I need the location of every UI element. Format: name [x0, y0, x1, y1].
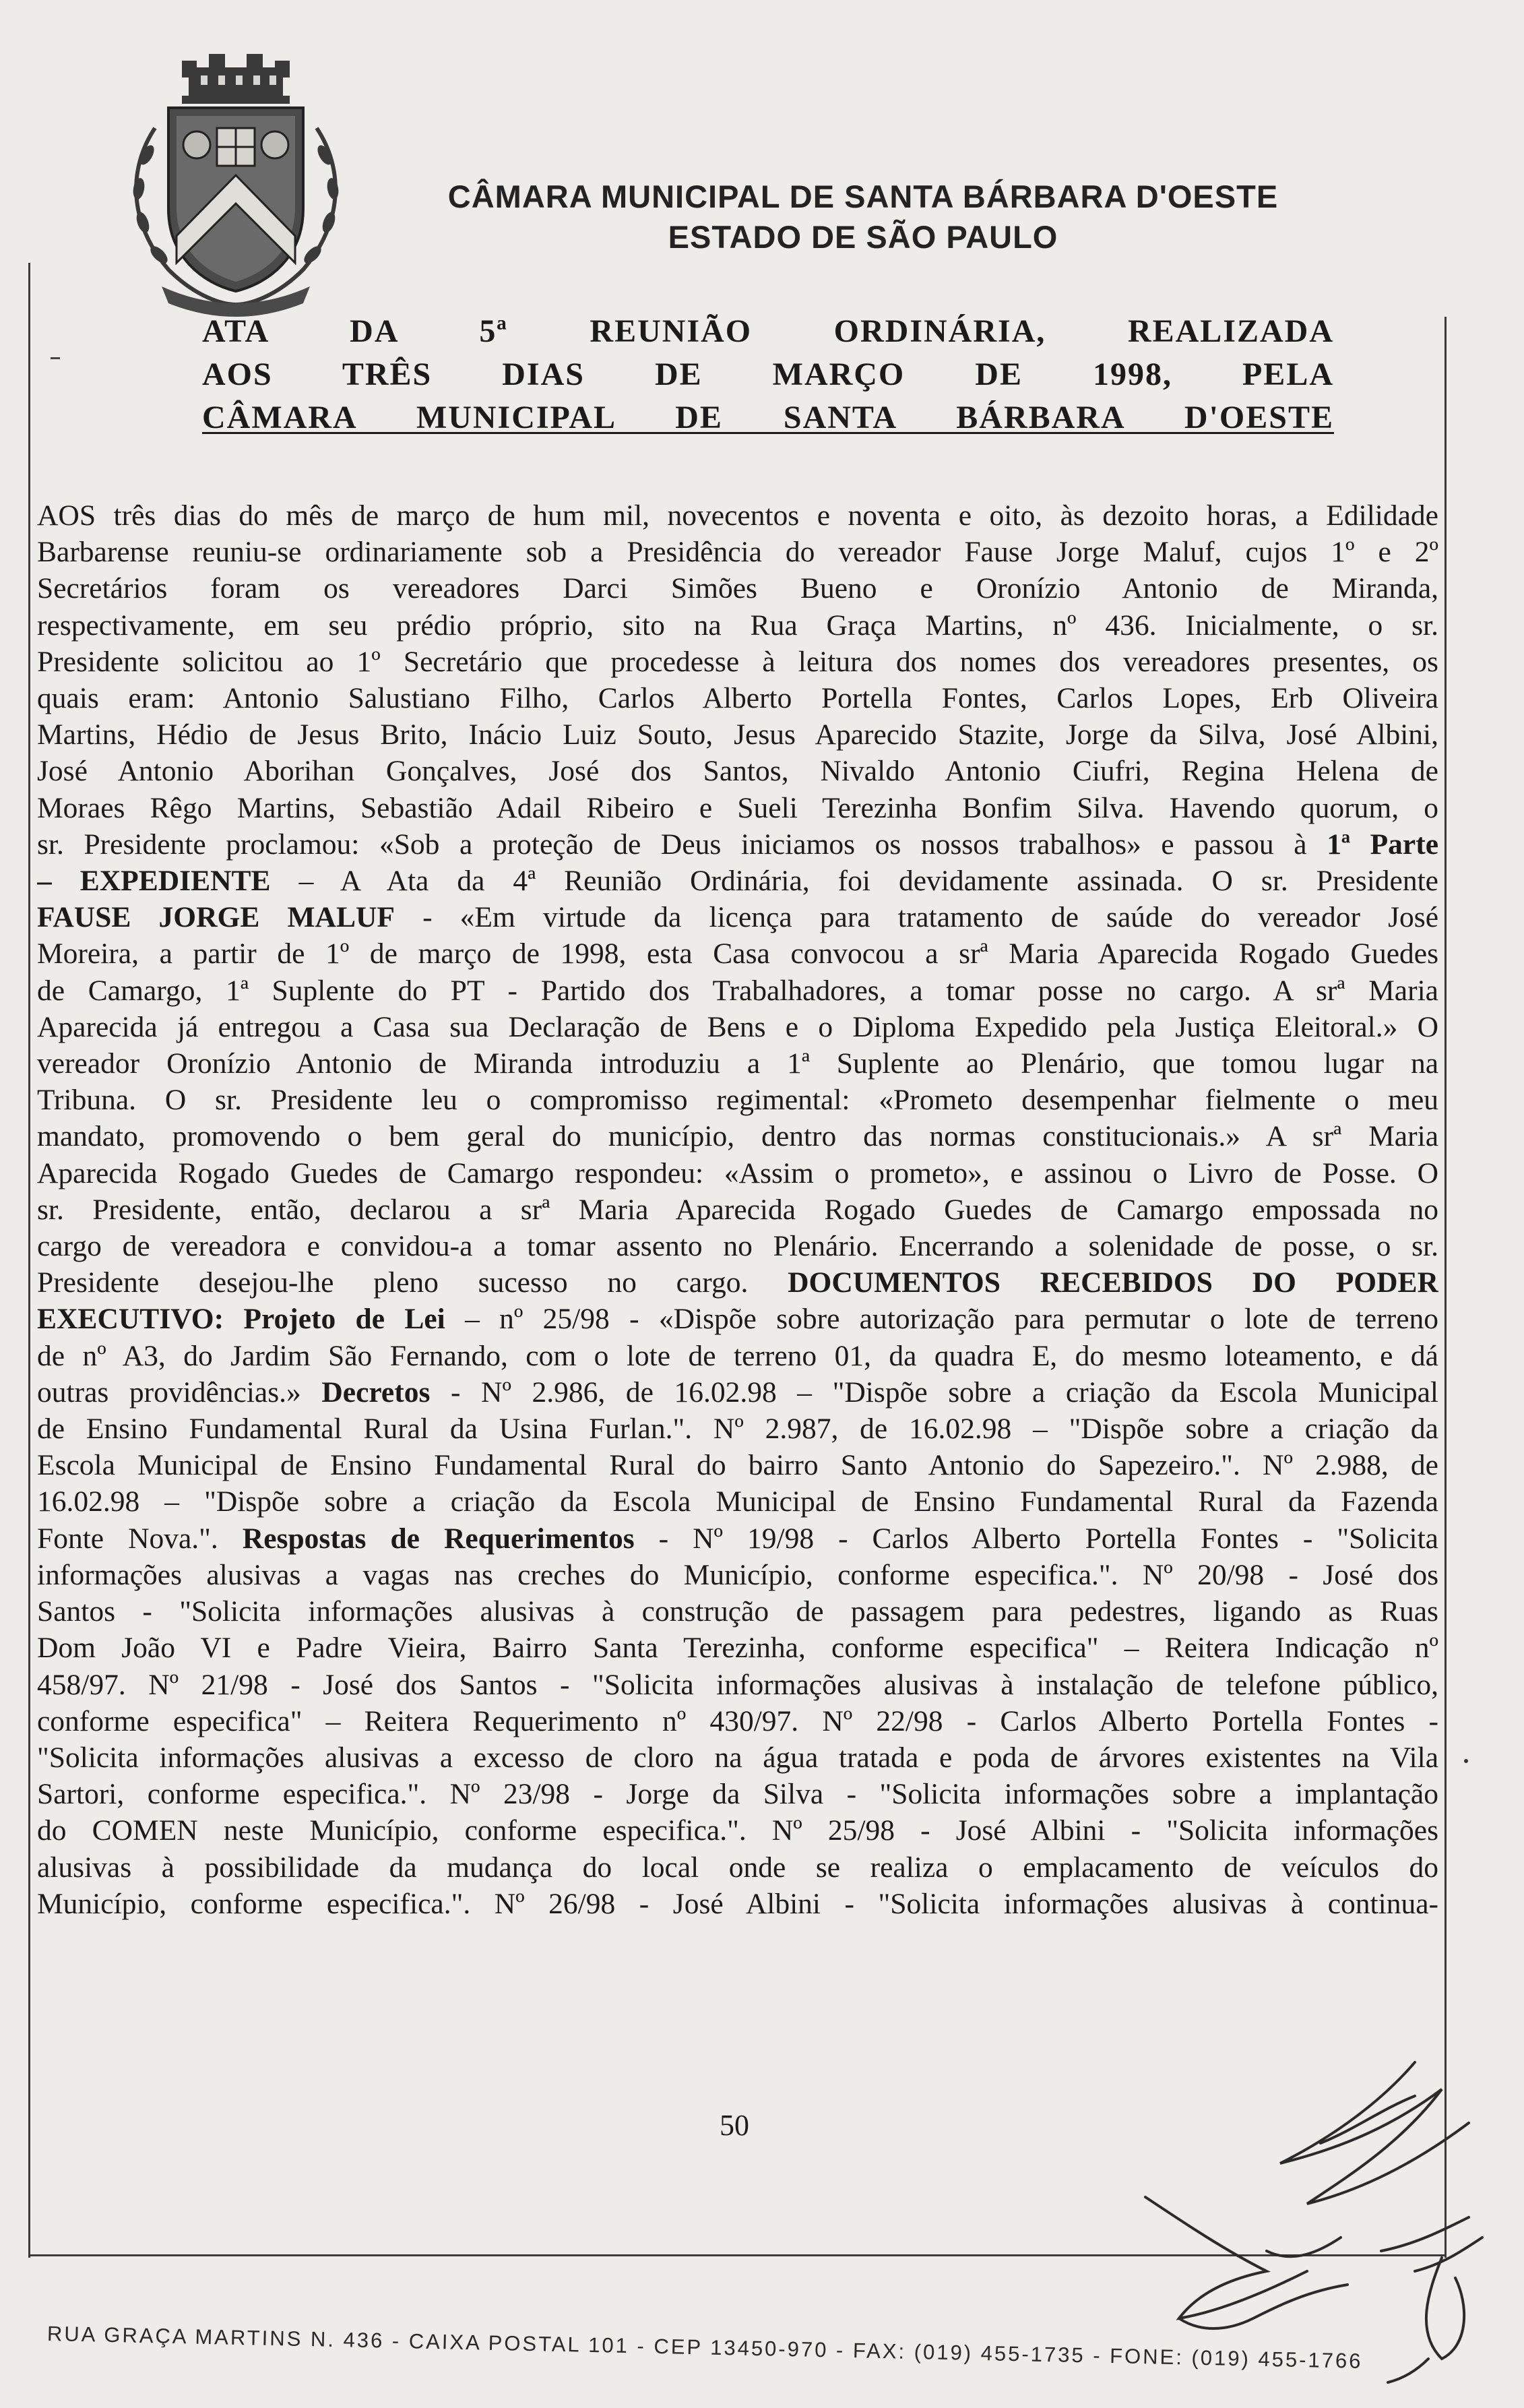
margin-dot — [1464, 1759, 1468, 1763]
body-line: Sartori, conforme especifica.". Nº 23/98 - Jorge da Silva - "Solicita informações sobre a implantação — [37, 1778, 1438, 1811]
body-line: Tribuna. O sr. Presidente leu o compromisso regimental: «Prometo desempenhar fielmente o meu — [37, 1084, 1438, 1117]
body-line: Presidente solicitou ao 1º Secretário que procedesse à leitura dos nomes dos vereadores presentes, os — [37, 645, 1438, 678]
body-line: de Camargo, 1ª Suplente do PT - Partido dos Trabalhadores, a tomar posse no cargo. A srª Maria — [37, 974, 1438, 1007]
body-line: 16.02.98 – "Dispõe sobre a criação da Escola Municipal de Ensino Fundamental Rural da Fazenda — [37, 1485, 1438, 1518]
body-line: Moreira, a partir de 1º de março de 1998, esta Casa convocou a srª Maria Aparecida Rogado Guedes — [37, 937, 1438, 970]
body-line: Martins, Hédio de Jesus Brito, Inácio Luiz Souto, Jesus Aparecido Stazite, Jorge da Silva, José Albini, — [37, 718, 1438, 751]
margin-mark — [51, 357, 60, 359]
body-line: Aparecida já entregou a Casa sua Declaração de Bens e o Diploma Expedido pela Justiça Eleitoral.» O — [37, 1010, 1438, 1043]
body-line: Dom João VI e Padre Vieira, Bairro Santa Terezinha, conforme especifica" – Reitera Indicação nº — [37, 1632, 1438, 1665]
body-line: FAUSE JORGE MALUF - «Em virtude da licença para tratamento de saúde do vereador José — [37, 901, 1438, 934]
body-line: alusivas à possibilidade da mudança do local onde se realiza o emplacamento de veículos do — [37, 1851, 1438, 1884]
handwritten-signatures-icon — [1065, 2049, 1496, 2386]
body-line: informações alusivas a vagas nas creches do Município, conforme especifica.". Nº 20/98 - José dos — [37, 1558, 1438, 1591]
body-line: respectivamente, em seu prédio próprio, sito na Rua Graça Martins, nº 436. Inicialmente, o sr. — [37, 609, 1438, 642]
body-line: sr. Presidente proclamou: «Sob a proteção de Deus iniciamos os nossos trabalhos» e passou à 1ª Parte — [37, 828, 1438, 861]
body-line: EXECUTIVO: Projeto de Lei – nº 25/98 - «Dispõe sobre autorização para permutar o lote de terreno — [37, 1303, 1438, 1336]
institution-header — [0, 177, 1524, 257]
body-line: do COMEN neste Município, conforme especifica.". Nº 25/98 - José Albini - "Solicita informações — [37, 1814, 1438, 1847]
body-line: 458/97. Nº 21/98 - José dos Santos - "Solicita informações alusivas à instalação de telefone público, — [37, 1668, 1438, 1701]
minutes-body-text — [37, 497, 1438, 1922]
body-line: José Antonio Aborihan Gonçalves, José dos Santos, Nivaldo Antonio Ciufri, Regina Helena de — [37, 755, 1438, 788]
institution-name: CÂMARA MUNICIPAL DE SANTA BÁRBARA D'OESTE — [447, 179, 1279, 214]
title-line-3: CÂMARA MUNICIPAL DE SANTA BÁRBARA D'OESTE — [202, 400, 1334, 435]
frame-left-border — [28, 263, 30, 2258]
body-line: "Solicita informações alusivas a excesso de cloro na água tratada e poda de árvores existentes na Vila — [37, 1741, 1438, 1774]
body-line: Fonte Nova.". Respostas de Requerimentos - Nº 19/98 - Carlos Alberto Portella Fontes - "Solicita — [37, 1522, 1438, 1555]
body-line: outras providências.» Decretos - Nº 2.986, de 16.02.98 – "Dispõe sobre a criação da Escola Municipal — [37, 1376, 1438, 1409]
body-line: Município, conforme especifica.". Nº 26/98 - José Albini - "Solicita informações alusivas à continua- — [37, 1887, 1438, 1920]
body-line: Aparecida Rogado Guedes de Camargo respondeu: «Assim o prometo», e assinou o Livro de Posse. O — [37, 1156, 1438, 1190]
body-line: quais eram: Antonio Salustiano Filho, Carlos Alberto Portella Fontes, Carlos Lopes, Erb Oliveira — [37, 682, 1438, 715]
body-line: Escola Municipal de Ensino Fundamental Rural do bairro Santo Antonio do Sapezeiro.". Nº 2.988, de — [37, 1449, 1438, 1482]
body-line: – EXPEDIENTE – A Ata da 4ª Reunião Ordinária, foi devidamente assinada. O sr. Presidente — [37, 865, 1438, 898]
body-line: sr. Presidente, então, declarou a srª Maria Aparecida Rogado Guedes de Camargo empossada no — [37, 1193, 1438, 1226]
body-line: de nº A3, do Jardim São Fernando, com o lote de terreno 01, da quadra E, do mesmo loteamento, e dá — [37, 1339, 1438, 1372]
body-line: Secretários foram os vereadores Darci Simões Bueno e Oronízio Antonio de Miranda, — [37, 572, 1438, 605]
body-line: vereador Oronízio Antonio de Miranda introduziu a 1ª Suplente ao Plenário, que tomou lugar na — [37, 1047, 1438, 1080]
body-line: Presidente desejou-lhe pleno sucesso no cargo. DOCUMENTOS RECEBIDOS DO PODER — [37, 1266, 1438, 1299]
body-line: conforme especifica" – Reitera Requerimento nº 430/97. Nº 22/98 - Carlos Alberto Portella Fontes - — [37, 1704, 1438, 1737]
body-line: Barbarense reuniu-se ordinariamente sob a Presidência do vereador Fause Jorge Maluf, cujos 1º e 2º — [37, 536, 1438, 569]
body-line: AOS três dias do mês de março de hum mil, novecentos e noventa e oito, às dezoito horas, a Edilidade — [37, 499, 1438, 532]
page-number: 50 — [720, 2109, 749, 2142]
state-name: ESTADO DE SÃO PAULO — [668, 219, 1058, 255]
body-line: de Ensino Fundamental Rural da Usina Furlan.". Nº 2.987, de 16.02.98 – "Dispõe sobre a criação da — [37, 1413, 1438, 1446]
minutes-title — [202, 310, 1334, 439]
title-line-2: AOS TRÊS DIAS DE MARÇO DE 1998, PELA — [202, 357, 1334, 392]
body-line: cargo de vereadora e convidou-a a tomar assento no Plenário. Encerrando a solenidade de posse, o sr. — [37, 1230, 1438, 1263]
body-line: Moraes Rêgo Martins, Sebastião Adail Ribeiro e Sueli Terezinha Bonfim Silva. Havendo quorum, o — [37, 791, 1438, 824]
footer-address: RUA GRAÇA MARTINS N. 436 - CAIXA POSTAL 101 - CEP 13450-970 - FAX: (019) 455-1735 - FONE: (019) 455-1766 — [46, 2322, 1363, 2373]
body-line: Santos - "Solicita informações alusivas à construção de passagem para pedestres, ligando as Ruas — [37, 1595, 1438, 1628]
body-line: mandato, promovendo o bem geral do município, dentro das normas constitucionais.» A srª Maria — [37, 1120, 1438, 1153]
title-line-1: ATA DA 5ª REUNIÃO ORDINÁRIA, REALIZADA — [202, 313, 1334, 349]
frame-right-border — [1444, 317, 1447, 2258]
